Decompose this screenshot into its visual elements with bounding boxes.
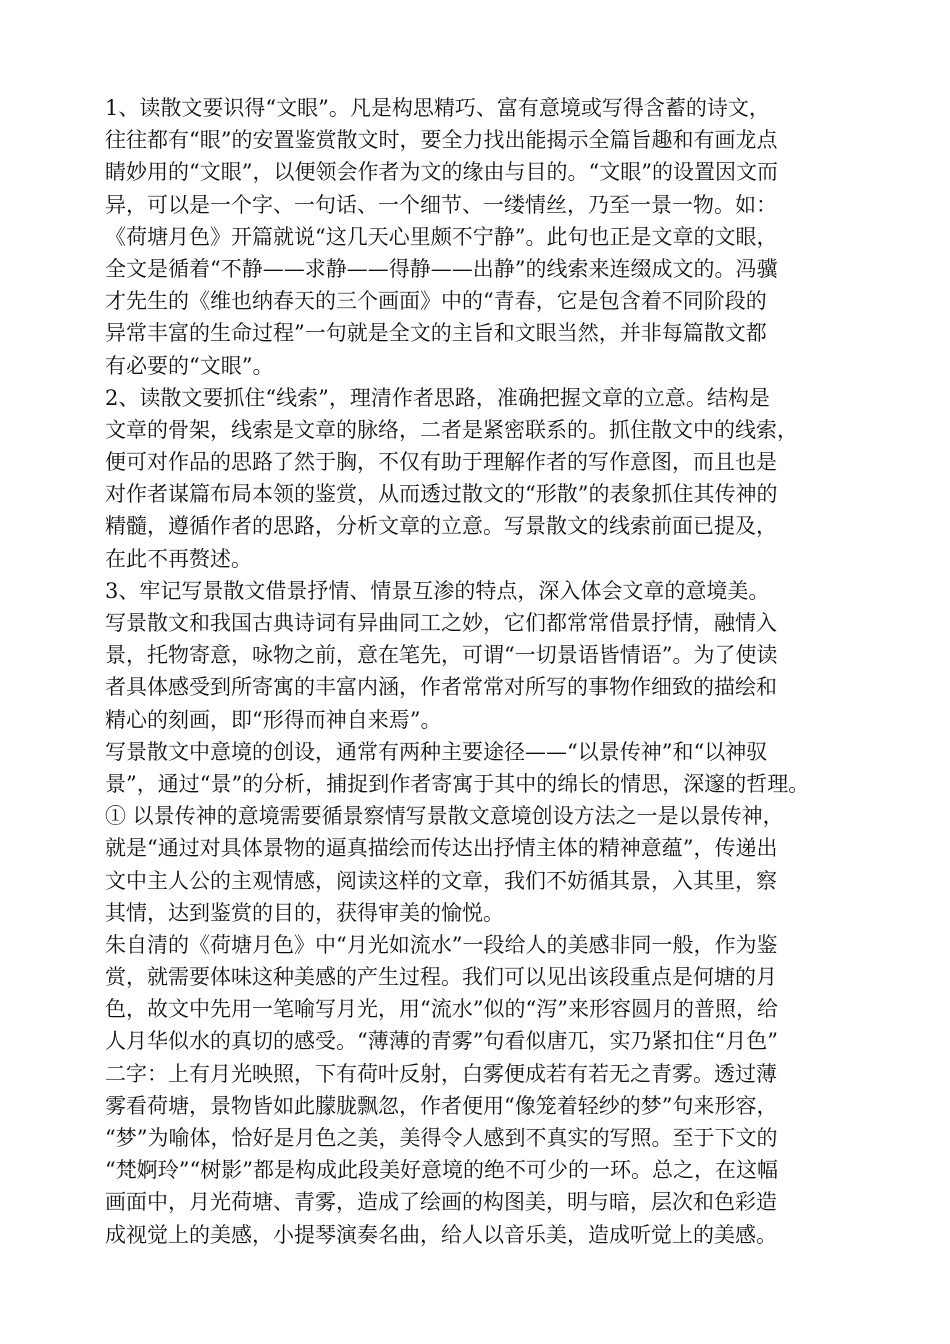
text-line: 画面中，月光荷塘、青雾，造成了绘画的构图美，明与暗，层次和色彩造 <box>105 1190 777 1215</box>
text-line: 成视觉上的美感，小提琴演奏名曲，给人以音乐美，造成听觉上的美感。 <box>105 1222 777 1247</box>
text-line: 全文是循着“不静——求静——得静——出静”的线索来连缀成文的。冯骥 <box>105 256 778 281</box>
text-line: 文中主人公的主观情感，阅读这样的文章，我们不妨循其景，入其里，察 <box>105 868 777 893</box>
text-line: ① 以景传神的意境需要循景察情写景散文意境创设方法之一是以景传神， <box>105 804 784 829</box>
text-line: 有必要的“文眼”。 <box>105 353 274 378</box>
document-body <box>105 92 875 1251</box>
text-line: 就是“通过对具体景物的逼真描绘而传达出抒情主体的精神意蕴”，传递出 <box>105 836 778 861</box>
text-line: 《荷塘月色》开篇就说“这几天心里颇不宁静”。此句也正是文章的文眼， <box>105 224 778 249</box>
text-line: 人月华似水的真切的感受。“薄薄的青雾”句看似唐兀，实乃紧扣住“月色” <box>105 1029 778 1054</box>
text-line: 写景散文和我国古典诗词有异曲同工之妙，它们都常常借景抒情，融情入 <box>105 611 777 635</box>
text-line: 才先生的《维也纳春天的三个画面》中的“青春，它是包含着不同阶段的 <box>105 289 767 314</box>
text-line: 写景散文中意境的创设，通常有两种主要途径——“以景传神”和“以神驭 <box>105 739 768 764</box>
text-line: 朱自清的《荷塘月色》中“月光如流水”一段给人的美感非同一般，作为鉴 <box>105 932 778 957</box>
text-line: 异，可以是一个字、一句话、一个细节、一缕情丝，乃至一景一物。如： <box>105 192 777 217</box>
text-line: 对作者谋篇布局本领的鉴赏，从而透过散文的“形散”的表象抓住其传神的 <box>105 482 778 507</box>
text-line: “梵婀玲”“树影”都是构成此段美好意境的绝不可少的一环。总之，在这幅 <box>105 1158 778 1183</box>
text-line: “梦”为喻体，恰好是月色之美，美得令人感到不真实的写照。至于下文的 <box>105 1126 778 1150</box>
text-line: 色，故文中先用一笔喻写月光，用“流水”似的“泻”来形容圆月的普照，给 <box>105 997 778 1022</box>
text-line: 者具体感受到所寄寓的丰富内涵，作者常常对所写的事物作细致的描绘和 <box>105 675 777 700</box>
text-line: 精髓，遵循作者的思路，分析文章的立意。写景散文的线索前面已提及， <box>105 514 777 539</box>
text-line: 便可对作品的思路了然于胸，不仅有助于理解作者的写作意图，而且也是 <box>105 450 777 475</box>
text-line: 精心的刻画，即“形得而神自来焉”。 <box>105 707 442 732</box>
text-line: 在此不再赘述。 <box>105 546 252 571</box>
text-line: 睛妙用的“文眼”，以便领会作者为文的缘由与目的。“文眼”的设置因文而 <box>105 160 778 185</box>
text-line: 3、牢记写景散文借景抒情、情景互渗的特点，深入体会文章的意境美。 <box>105 578 770 603</box>
text-line: 雾看荷塘，景物皆如此朦胧飘忽，作者便用“像笼着轻纱的梦”句来形容， <box>105 1093 778 1118</box>
text-line: 往往都有“眼”的安置鉴赏散文时，要全力找出能揭示全篇旨趣和有画龙点 <box>105 128 778 153</box>
text-line: 景，托物寄意，咏物之前，意在笔先，可谓“一切景语皆情语”。为了使读 <box>105 643 778 668</box>
text-line: 1、读散文要识得“文眼”。凡是构思精巧、富有意境或写得含蓄的诗文， <box>105 96 770 120</box>
text-line: 异常丰富的生命过程”一句就是全文的主旨和文眼当然，并非每篇散文都 <box>105 321 767 346</box>
text-line: 赏，就需要体味这种美感的产生过程。我们可以见出该段重点是何塘的月 <box>105 965 777 990</box>
text-line: 文章的骨架，线索是文章的脉络，二者是紧密联系的。抓住散文中的线索， <box>105 417 798 442</box>
text-line: 2、读散文要抓住“线索”，理清作者思路，准确把握文章的立意。结构是 <box>105 385 770 410</box>
text-line: 景”，通过“景”的分析，捕捉到作者寄寓于其中的绵长的情思，深邃的哲理。 <box>105 771 810 796</box>
text-line: 二字：上有月光映照，下有荷叶反射，白雾便成若有若无之青雾。透过薄 <box>105 1061 777 1086</box>
text-line: 其情，达到鉴赏的目的，获得审美的愉悦。 <box>105 900 504 925</box>
